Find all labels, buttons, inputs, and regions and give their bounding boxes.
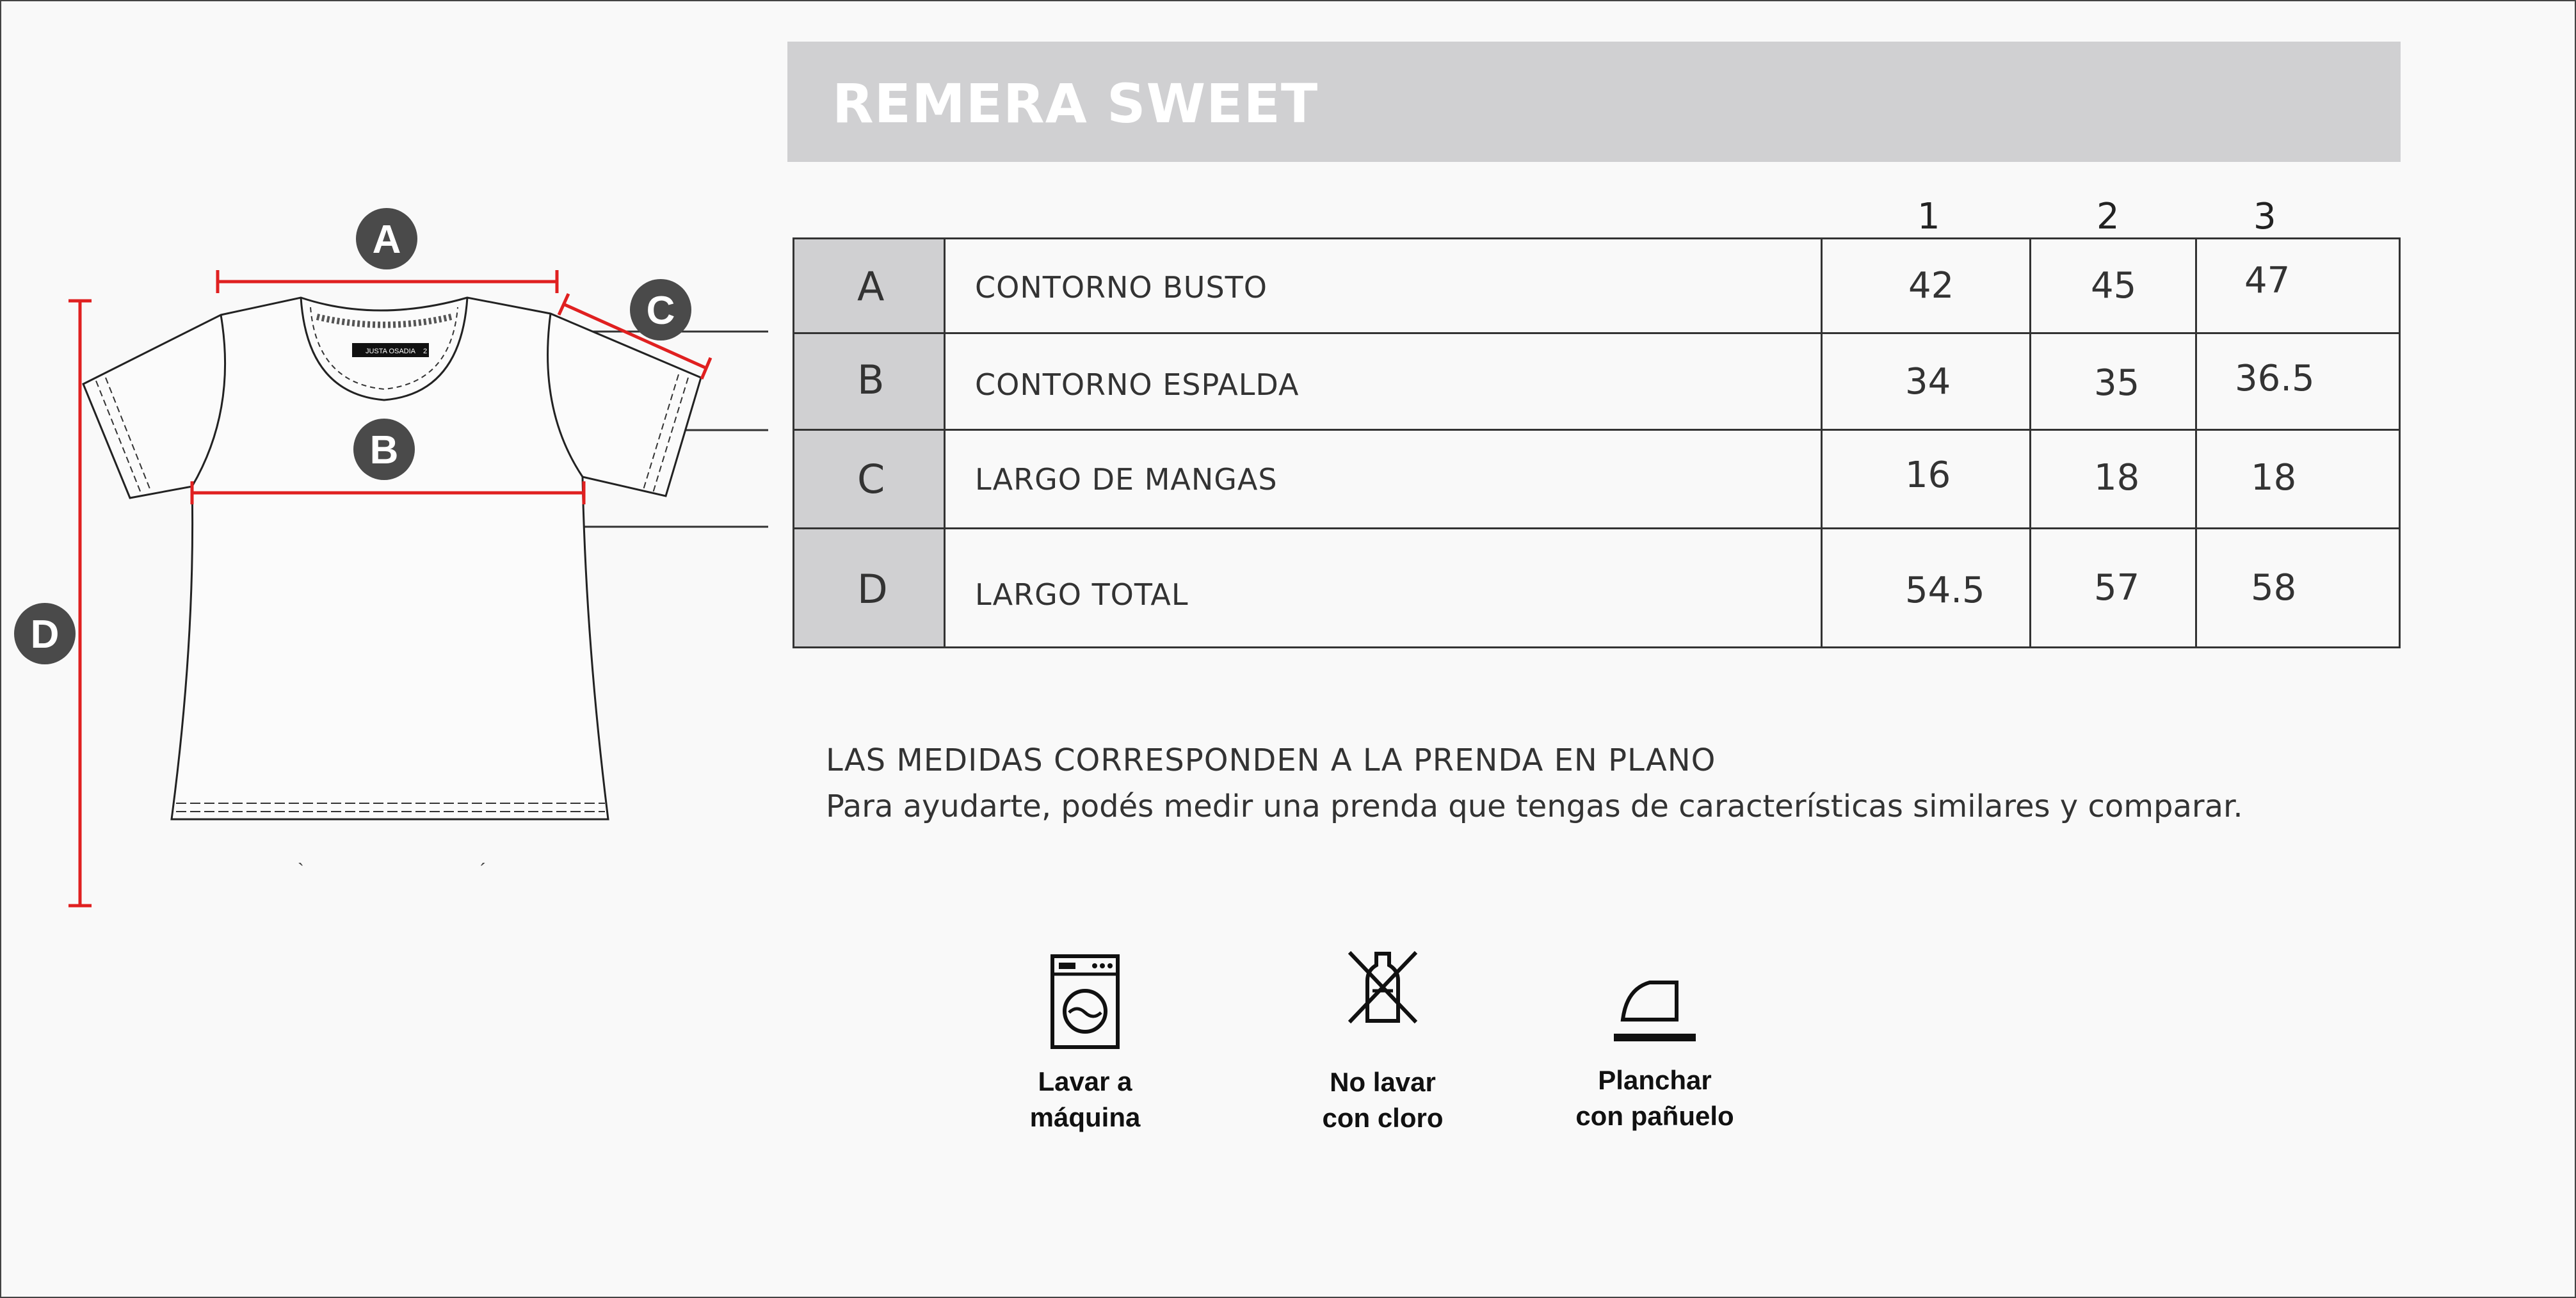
- svg-text:D: D: [30, 613, 60, 657]
- care-wash-line2: máquina: [1029, 1102, 1141, 1132]
- column-divider: [2029, 239, 2031, 646]
- size-table: [793, 237, 2401, 648]
- size-header-1: 1: [1917, 196, 1940, 237]
- row-letter-a: A: [857, 263, 885, 310]
- care-wash: [999, 954, 1171, 1135]
- value-d-1: 54.5: [1905, 570, 1985, 611]
- svg-text:A: A: [372, 218, 401, 262]
- svg-text:B: B: [369, 428, 399, 472]
- care-iron-line1: Planchar: [1598, 1065, 1712, 1095]
- value-c-2: 18: [2094, 457, 2140, 499]
- value-d-3: 58: [2251, 567, 2297, 609]
- page-title: REMERA SWEET: [832, 72, 1319, 135]
- hem-mark: ´: [480, 860, 487, 881]
- size-header-3: 3: [2253, 196, 2276, 237]
- svg-text:C: C: [646, 289, 675, 333]
- tshirt-outline: [83, 298, 701, 819]
- row-letter-c: C: [857, 456, 885, 502]
- measure-note-title: LAS MEDIDAS CORRESPONDEN A LA PRENDA EN PLANO: [826, 742, 1716, 778]
- brand-tag-size: 2: [423, 348, 428, 355]
- care-no-bleach-line1: No lavar: [1330, 1067, 1436, 1097]
- value-c-3: 18: [2251, 457, 2297, 499]
- badge-b: [353, 419, 415, 480]
- tshirt-diagram: [0, 192, 768, 928]
- brand-tag-text: JUSTA OSADIA: [365, 348, 416, 355]
- badge-a: [356, 208, 417, 269]
- row-divider: [794, 429, 2399, 431]
- row-label-b: CONTORNO ESPALDA: [975, 367, 1300, 402]
- care-wash-line1: Lavar a: [1038, 1066, 1132, 1096]
- value-a-2: 45: [2091, 265, 2137, 307]
- washing-machine-icon: [1050, 954, 1120, 1050]
- row-letter-d: D: [857, 566, 888, 613]
- row-letter-b: B: [857, 357, 885, 403]
- measure-line-a: [218, 270, 557, 293]
- column-divider: [1821, 239, 1823, 646]
- care-no-bleach-line2: con cloro: [1322, 1103, 1444, 1133]
- care-iron: [1568, 970, 1741, 1134]
- column-divider: [2195, 239, 2197, 646]
- measure-note-body: Para ayudarte, podés medir una prenda que tengas de características similares y comparar.: [826, 789, 2243, 824]
- iron-icon: [1610, 970, 1700, 1043]
- title-bar: [787, 42, 2401, 162]
- care-iron-line2: con pañuelo: [1575, 1101, 1734, 1131]
- value-d-2: 57: [2094, 567, 2140, 609]
- size-header-2: 2: [2097, 196, 2120, 237]
- value-b-3: 36.5: [2235, 358, 2315, 399]
- value-b-1: 34: [1905, 361, 1951, 403]
- value-a-3: 47: [2244, 260, 2290, 301]
- care-no-bleach: [1296, 947, 1469, 1136]
- hem-mark: `: [298, 860, 304, 881]
- row-divider: [794, 332, 2399, 334]
- row-divider: [794, 527, 2399, 529]
- value-b-2: 35: [2094, 362, 2140, 404]
- row-label-a: CONTORNO BUSTO: [975, 270, 1268, 305]
- row-label-d: LARGO TOTAL: [975, 577, 1189, 612]
- value-a-1: 42: [1908, 265, 1954, 307]
- badge-c: [630, 279, 691, 341]
- badge-d: [14, 603, 76, 664]
- value-c-1: 16: [1905, 454, 1951, 496]
- no-bleach-icon: [1344, 947, 1421, 1027]
- row-label-c: LARGO DE MANGAS: [975, 462, 1278, 497]
